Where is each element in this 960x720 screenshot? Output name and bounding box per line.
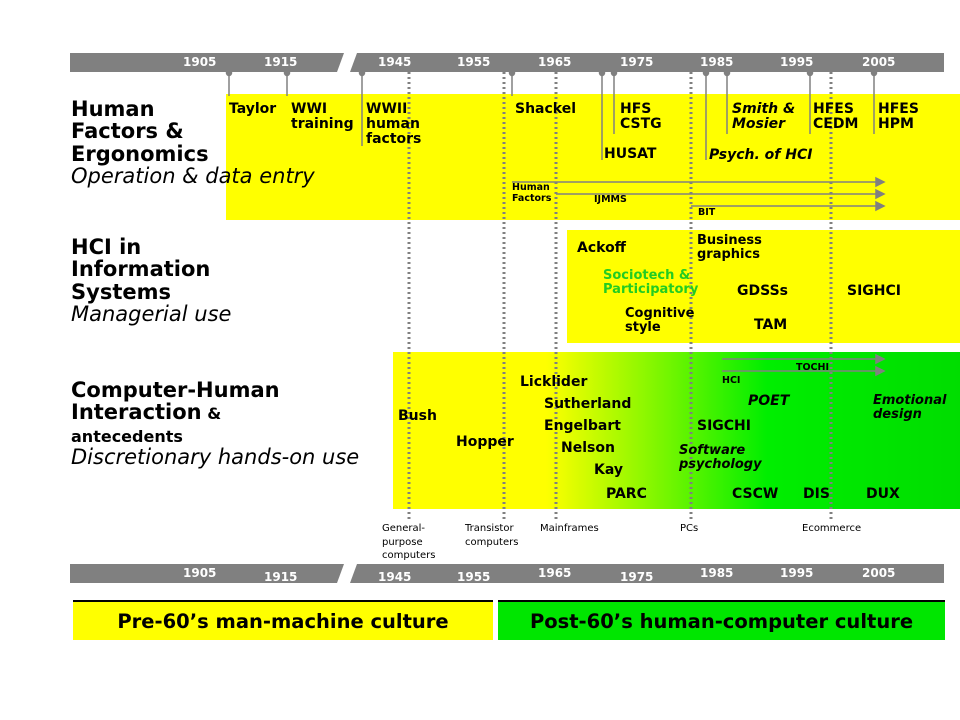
event-hfs-cstg: HFS CSTG <box>620 101 662 133</box>
event-dis: DIS <box>803 486 830 502</box>
tech-general-purpose-computers: General-purpose computers <box>382 523 436 561</box>
event-husat: HUSAT <box>604 146 657 162</box>
bottom-year: 1915 <box>264 570 298 584</box>
tech-pcs: PCs <box>680 523 699 534</box>
tech-transistor-computers: Transistor computers <box>465 523 519 548</box>
tech-mainframes: Mainframes <box>540 523 599 534</box>
top-year: 2005 <box>862 55 896 69</box>
journal-tochi: TOCHI <box>796 362 830 373</box>
is-row-title: HCI in Information Systems <box>71 235 211 304</box>
event-ackoff: Ackoff <box>577 240 627 256</box>
bottom-year: 1945 <box>378 570 412 584</box>
top-year: 1995 <box>780 55 814 69</box>
pioneer-bush: Bush <box>398 408 437 424</box>
chi-row-title: Computer-Human Interaction <box>71 378 280 425</box>
bottom-year: 1975 <box>620 570 654 584</box>
event-wwii-human-factors: WWII human factors <box>366 101 422 148</box>
top-year: 1915 <box>264 55 298 69</box>
top-year: 1965 <box>538 55 572 69</box>
pioneer-licklider: Licklider <box>520 374 588 390</box>
pre-60s-banner: Pre-60’s man-machine culture <box>73 600 493 640</box>
journal-hci: HCI <box>722 375 741 386</box>
event-parc: PARC <box>606 486 647 502</box>
top-year: 1975 <box>620 55 654 69</box>
event-sociotech-participatory: Sociotech & Participatory <box>603 268 699 298</box>
is-row-subtitle: Managerial use <box>71 302 232 327</box>
bottom-year: 1965 <box>538 566 572 580</box>
hf-row-title: Human Factors & Ergonomics <box>71 97 209 166</box>
event-software-psychology: Software psychology <box>679 443 762 473</box>
top-year: 1945 <box>378 55 412 69</box>
event-smith-mosier: Smith & Mosier <box>732 101 796 133</box>
pioneer-engelbart: Engelbart <box>544 418 621 434</box>
pioneer-kay: Kay <box>594 462 623 478</box>
event-psych-of-hci: Psych. of HCI <box>709 147 813 163</box>
event-hfes-cedm: HFES CEDM <box>813 101 859 133</box>
bottom-year: 1955 <box>457 570 491 584</box>
event-wwi-training: WWI training <box>291 101 354 133</box>
event-tam: TAM <box>754 317 788 333</box>
bottom-year: 1995 <box>780 566 814 580</box>
event-sigchi: SIGCHI <box>697 418 751 434</box>
chi-row-subtitle: Discretionary hands-on use <box>71 445 360 470</box>
pioneer-hopper: Hopper <box>456 434 514 450</box>
post-60s-banner: Post-60’s human-computer culture <box>498 600 945 640</box>
event-taylor: Taylor <box>229 101 277 117</box>
bottom-year: 1985 <box>700 566 734 580</box>
event-gdsss: GDSSs <box>737 283 788 299</box>
journal-bit: BIT <box>698 207 716 218</box>
pioneer-nelson: Nelson <box>561 440 615 456</box>
event-poet: POET <box>748 393 790 409</box>
event-hfes-hpm: HFES HPM <box>878 101 919 133</box>
bottom-year: 2005 <box>862 566 896 580</box>
tech-ecommerce: Ecommerce <box>802 523 862 534</box>
bottom-year: 1905 <box>183 566 217 580</box>
event-emotional-design: Emotional design <box>873 393 947 423</box>
chi-row-title-suffix: & antecedents <box>71 404 222 446</box>
hf-row-subtitle: Operation & data entry <box>71 164 315 189</box>
event-shackel: Shackel <box>515 101 577 117</box>
event-sighci: SIGHCI <box>847 283 901 299</box>
top-year: 1905 <box>183 55 217 69</box>
event-business-graphics: Business graphics <box>697 233 762 263</box>
top-year: 1955 <box>457 55 491 69</box>
pioneer-sutherland: Sutherland <box>544 396 632 412</box>
event-cognitive-style: Cognitive style <box>625 306 695 336</box>
journal-human-factors: Human Factors <box>512 182 552 205</box>
journal-ijmms: IJMMS <box>594 194 627 205</box>
is-row-title-block <box>71 236 331 326</box>
chi-row-title-block <box>71 379 391 469</box>
event-cscw: CSCW <box>732 486 779 502</box>
top-year: 1985 <box>700 55 734 69</box>
event-dux: DUX <box>866 486 900 502</box>
